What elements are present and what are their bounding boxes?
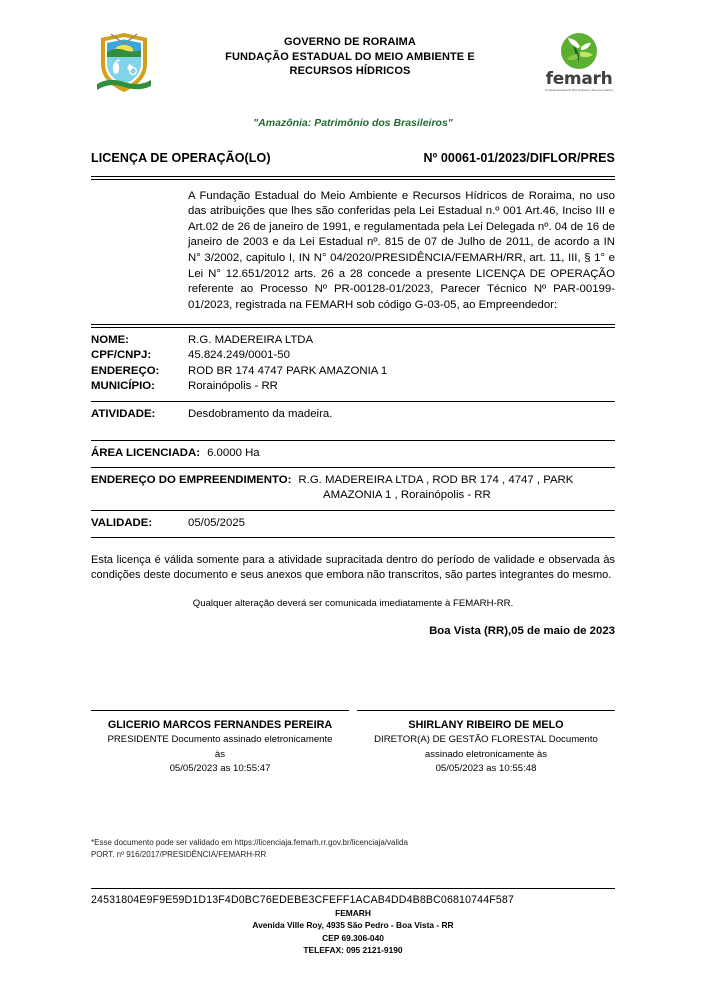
gov-title-line-3: RECURSOS HÍDRICOS — [289, 65, 411, 77]
entity-block — [91, 328, 615, 401]
footer-address: Avenida Ville Roy, 4935 São Pedro - Boa Vista - RR — [252, 920, 454, 931]
femarh-logo — [543, 30, 615, 92]
closing-note: Qualquer alteração deverá ser comunicada imediatamente à FEMARH-RR. — [192, 598, 514, 610]
signature-line-president — [91, 710, 349, 711]
divider-top — [91, 176, 615, 180]
field-atividade — [91, 407, 615, 422]
field-area — [91, 446, 615, 461]
signature-line-director — [357, 710, 615, 711]
signature-name-director: SHIRLANY RIBEIRO DE MELO — [408, 719, 564, 732]
validation-note-line2: PORT. nº 916/2017/PRESIDÊNCIA/FEMARH-RR — [91, 849, 267, 859]
gov-title-line-1: GOVERNO DE RORAIMA — [284, 36, 416, 48]
field-nome-label: NOME: — [91, 333, 129, 346]
field-municipio-label: MUNICÍPIO: — [91, 380, 155, 393]
field-atividade-value: Desdobramento da madeira. — [188, 407, 333, 420]
field-endereco — [91, 364, 615, 379]
field-cnpj-value: 45.824.249/0001-50 — [188, 349, 290, 362]
institutional-tagline: "Amazônia: Patrimônio dos Brasileiros" — [253, 117, 453, 129]
footer-divider — [91, 888, 615, 889]
field-endereco-label: ENDEREÇO: — [91, 364, 160, 377]
place-and-date: Boa Vista (RR),05 de maio de 2023 — [429, 625, 615, 638]
field-municipio-value: Rorainópolis - RR — [188, 380, 278, 393]
signature-timestamp-director: 05/05/2023 as 10:55:48 — [435, 763, 537, 774]
field-municipio — [91, 379, 615, 394]
signature-block-director — [357, 710, 615, 775]
validity-block — [91, 511, 615, 537]
footer-telefax: TELEFAX: 095 2121-9190 — [303, 945, 403, 956]
signature-timestamp-president: 05/05/2023 as 10:55:47 — [169, 763, 271, 774]
femarh-subtitle: Fundação Estadual do Meio Ambiente e Recursos Hídricos — [545, 89, 613, 92]
field-validade — [91, 516, 615, 531]
header-titles — [157, 30, 543, 79]
field-validade-value: 05/05/2025 — [188, 516, 246, 529]
activity-block — [91, 402, 615, 440]
signature-role-director-line1: DIRETOR(A) DE GESTÃO FLORESTAL Documento — [374, 734, 598, 746]
divider-validity-bottom — [91, 537, 615, 538]
field-atividade-label: ATIVIDADE: — [91, 407, 156, 420]
preamble-paragraph: A Fundação Estadual do Meio Ambiente e Recursos Hídricos de Roraima, no uso das atribuições que lhes são conferidas pela Lei Estadual n.º 001 Art.46, Inciso III e Art.02 de 26 de janeiro de 1991, e regulamentada pela Lei Delegada nº. 04 de 16 de janeiro de 2003 e da Lei Estadual nº. 815 de 07 de Julho de 2011, de acordo a IN N° 3/2002, capitulo I, IN N° 04/2020/PRESIDÊNCIA/FEMARH/RR, art. 11, III, § 1° e Lei N° 12.651/2012 arts. 26 a 28 concede a presente LICENÇA DE OPERAÇÃO referente ao Processo Nº PR-00128-01/2023, Parecer Técnico Nº PAR-00199-01/2023, registrada na FEMARH sob código G-03-05, ao Empreendedor: — [188, 189, 615, 311]
field-cnpj — [91, 348, 615, 363]
area-block — [91, 441, 615, 467]
signatures-section — [91, 710, 615, 775]
enterprise-address-block — [91, 468, 615, 510]
license-type: LICENÇA DE OPERAÇÃO(LO) — [91, 151, 271, 165]
validation-note-line1: *Esse documento pode ser validado em https://licenciaja.femarh.rr.gov.br/licenciaja/valida — [91, 838, 408, 848]
footer-org: FEMARH — [335, 908, 371, 918]
validation-note — [91, 837, 615, 860]
gov-title-line-2: FUNDAÇÃO ESTADUAL DO MEIO AMBIENTE E — [225, 50, 475, 63]
field-enterprise-address-value-line1: R.G. MADEREIRA LTDA , ROD BR 174 , 4747 , PARK — [298, 473, 574, 486]
signature-role-president-line2: às — [214, 748, 226, 760]
field-enterprise-address-value-line2: AMAZONIA 1 , Rorainópolis - RR — [323, 489, 491, 502]
license-number: Nº 00061-01/2023/DIFLOR/PRES — [423, 151, 615, 165]
document-footer — [91, 888, 615, 957]
signature-role-president-line1: PRESIDENTE Documento assinado eletronicamente — [107, 734, 333, 746]
document-hash: 24531804E9F9E59D1D13F4D0BC76EDEBE3CFEFF1ACAB4DD4B8BC06810744F587 — [91, 894, 514, 906]
field-area-label: ÁREA LICENCIADA: — [91, 446, 201, 459]
field-nome-value: R.G. MADEREIRA LTDA — [188, 333, 314, 346]
closing-paragraph: Esta licença é válida somente para a atividade supracitada dentro do período de validade e observada às condições deste documento e seus anexos que embora não transcritos, são partes integrantes do mesmo. — [91, 554, 615, 582]
signature-block-president — [91, 710, 349, 775]
field-area-value: 6.0000 Ha — [207, 446, 260, 459]
signature-name-president: GLICERIO MARCOS FERNANDES PEREIRA — [107, 719, 333, 732]
femarh-wordmark: femarh — [545, 69, 613, 89]
field-nome — [91, 333, 615, 348]
signature-role-director-line2: assinado eletronicamente às — [424, 748, 548, 760]
field-enterprise-address — [91, 473, 615, 488]
license-title-row — [91, 151, 615, 165]
field-enterprise-address-label: ENDEREÇO DO EMPREENDIMENTO: — [91, 473, 292, 486]
field-validade-label: VALIDADE: — [91, 516, 153, 529]
footer-cep: CEP 69.306-040 — [322, 932, 384, 943]
document-header — [91, 0, 615, 110]
femarh-leaf-icon — [560, 32, 598, 70]
roraima-coat-of-arms-icon — [91, 30, 157, 96]
field-endereco-value: ROD BR 174 4747 PARK AMAZONIA 1 — [188, 364, 388, 377]
field-cnpj-label: CPF/CNPJ: — [91, 349, 152, 362]
